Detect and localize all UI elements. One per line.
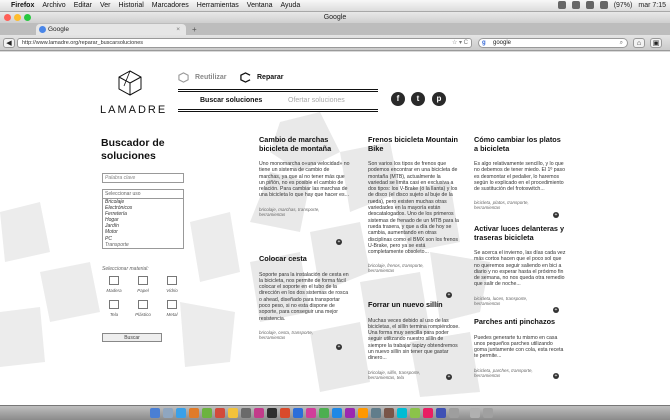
materials-label: Seleccionar material: (102, 266, 149, 272)
nav-rule-bottom (178, 109, 378, 112)
article-tags: bricolaje, frenos, transporte, herramientas (368, 263, 424, 274)
itunes-icon[interactable] (254, 408, 264, 418)
reutilizar-icon (178, 72, 189, 83)
more-button[interactable]: + (447, 292, 451, 298)
article-title[interactable]: Cómo cambiar los platos a bicicleta (474, 135, 561, 153)
tab-ofertar-soluciones[interactable]: Ofertar soluciones (288, 97, 345, 104)
checkbox-tela[interactable] (109, 300, 119, 309)
illustrator-icon[interactable] (280, 408, 290, 418)
article-title[interactable]: Activar luces delanteras y traseras bicicleta (474, 224, 565, 242)
new-tab-button[interactable]: + (192, 25, 197, 34)
article-title[interactable]: Parches anti pinchazos (474, 317, 556, 326)
mode-reparar-label: Reparar (257, 74, 284, 81)
keyword-input[interactable]: Palabra clave (102, 173, 184, 183)
dock (0, 405, 670, 420)
safari-icon[interactable] (176, 408, 186, 418)
search-bar[interactable] (478, 38, 628, 48)
article-luces[interactable] (474, 225, 566, 306)
option-ferreteria[interactable]: Ferretería (105, 211, 127, 218)
option-transporte[interactable]: Transporte (105, 241, 129, 248)
facebook-icon[interactable]: f (391, 92, 405, 106)
more-button[interactable]: + (554, 307, 558, 313)
dropbox-icon[interactable] (558, 1, 566, 9)
menu-historial[interactable]: Historial (118, 2, 144, 9)
menu-button[interactable]: ▣ (650, 38, 662, 48)
close-window-icon[interactable] (4, 14, 11, 21)
article-cambio-marchas[interactable] (259, 136, 351, 217)
app-icon[interactable] (319, 408, 329, 418)
tab-strip (0, 23, 670, 35)
article-tags: bicicleta, luces, transporte, herramientas (474, 295, 528, 306)
reparar-icon (240, 72, 251, 83)
sidebar-title: Buscador de soluciones (101, 137, 165, 162)
indesign-icon[interactable] (306, 408, 316, 418)
more-button[interactable]: + (554, 373, 558, 379)
mode-reparar[interactable] (240, 72, 283, 83)
checkbox-vidrio[interactable] (167, 276, 177, 285)
url-text: http://www.lamadre.org/reparar_buscarsoluciones (22, 40, 144, 46)
window-title: Google (323, 14, 347, 21)
label-papel: Papel (137, 288, 149, 293)
app-icon[interactable] (345, 408, 355, 418)
app-icon[interactable] (436, 408, 446, 418)
article-tags: bicicleta, platos, transporte, herramientas (474, 200, 529, 211)
notes-icon[interactable] (228, 408, 238, 418)
option-bricolaje[interactable]: Bricolaje (105, 199, 125, 205)
messages-icon[interactable] (202, 408, 212, 418)
article-tags: bricolaje, cesta, transporte, herramientas (259, 329, 314, 340)
article-body: Es algo relativamente sencillo, y lo que no debemos de tener miedo. El 1º paso es desmontar el pedalier, lo haremos según lo explicado en el procedimiento de sustitución del frotoswitch... (474, 161, 566, 193)
google-search-icon[interactable]: g (482, 40, 486, 46)
google-favicon-icon (39, 26, 46, 33)
option-motor[interactable]: Motor (105, 229, 118, 236)
use-select[interactable]: Seleccionar uso (102, 189, 184, 199)
article-tags: bricolaje, marchas, transporte, herramientas (259, 206, 320, 217)
option-pc[interactable]: PC (105, 235, 112, 242)
mode-reutilizar-label: Reutilizar (195, 74, 227, 81)
web-page (0, 52, 670, 405)
label-tela: Tela (109, 312, 119, 317)
url-bar[interactable] (17, 38, 472, 48)
minimize-window-icon[interactable] (14, 14, 21, 21)
menu-herramientas[interactable]: Herramientas (196, 2, 239, 9)
firefox-icon[interactable] (189, 408, 199, 418)
wifi-icon[interactable] (572, 1, 580, 9)
window-controls (4, 14, 31, 21)
article-frenos[interactable] (368, 136, 460, 273)
label-vidrio: Vidrio (166, 288, 178, 293)
app-icon[interactable] (423, 408, 433, 418)
window-titlebar (0, 12, 670, 23)
mode-reutilizar[interactable] (178, 72, 227, 83)
article-title[interactable]: Cambio de marchas bicicleta de montaña (259, 135, 332, 153)
photoshop-icon[interactable] (293, 408, 303, 418)
app-icon[interactable] (371, 408, 381, 418)
launchpad-icon[interactable] (163, 408, 173, 418)
pinterest-icon[interactable]: p (432, 92, 446, 106)
nav-toolbar (0, 35, 670, 51)
option-hogar[interactable]: Hogar (105, 217, 119, 224)
article-body: Uno monomarcha o«una velocidad» no tiene un sistema de cambio de marchas, ya que al no tener más que un piñón, no es posible el cambio de relación. Para cambiar las marchas de una bicicleta lo que hay que hacer es... (259, 161, 350, 199)
label-metal: Metal (166, 312, 178, 317)
checkbox-plastico[interactable] (138, 300, 148, 309)
app-icon[interactable] (384, 408, 394, 418)
tab-buscar-soluciones[interactable]: Buscar soluciones (200, 97, 263, 104)
article-colocar-cesta[interactable] (259, 255, 351, 340)
battery-icon[interactable] (600, 1, 608, 9)
twitter-icon[interactable]: t (411, 92, 425, 106)
checkbox-papel[interactable] (138, 276, 148, 285)
close-tab-icon[interactable]: × (176, 26, 180, 33)
option-electronicos[interactable]: Electrónicos (105, 205, 133, 212)
menu-editar[interactable]: Editar (73, 2, 92, 9)
article-body: Se acerca el invierno, las días cada vez más cortos hacen que el poco sol que no queremos seguir saliendo en bici a diario y no esperar hasta el próximo fin de semana, no nos queda otra remedio que salir de noche... (474, 250, 566, 288)
menu-archivo[interactable]: Archivo (42, 2, 66, 9)
zoom-window-icon[interactable] (24, 14, 31, 21)
article-title[interactable]: Colocar cesta (259, 254, 307, 263)
checkbox-metal[interactable] (167, 300, 177, 309)
site-nav (178, 95, 378, 109)
battery-percent: (97%) (613, 1, 633, 9)
lamadre-logo-icon (117, 70, 143, 96)
more-button[interactable]: + (447, 374, 451, 380)
terminal-icon[interactable] (267, 408, 277, 418)
status-area (558, 1, 666, 9)
article-platos[interactable] (474, 136, 566, 210)
article-parches[interactable] (474, 318, 566, 378)
menu-ayuda[interactable]: Ayuda (280, 2, 301, 9)
settings-icon[interactable] (241, 408, 251, 418)
menu-bar (0, 0, 670, 12)
tab-google[interactable] (36, 24, 186, 35)
article-title[interactable]: Forrar un nuevo sillín (368, 300, 443, 309)
app-icon[interactable] (358, 408, 368, 418)
search-icon[interactable]: ⌕ (619, 40, 623, 46)
search-button[interactable]: Buscar (102, 333, 162, 342)
downloads-icon[interactable] (470, 408, 480, 418)
more-button[interactable]: + (554, 212, 558, 218)
article-body: Son varios los tipos de frenos que podemos encontrar en una bicicleta de montaña (MTB), actualmente la variedad se limita casi en exclusiva a dos tipos: los V-Brake (ó la llanta) y los de disco (el disco sujeto al buje de la rueda), pero existen muchas otras variedades en la mayoría están descatalogados. Uno de los primeros sistemas de frenado de un MTB para la rueda trasera, y que a día de hoy se cambia, aumentando en otras disciplinas como el BMX son los frenos U-Brake, pero ya se está completamente obsoleto... (368, 161, 459, 256)
article-tags: bricolaje, sillín, transporte, herramientas, tela (368, 369, 421, 380)
menu-ventana[interactable]: Ventana (246, 2, 273, 9)
url-controls[interactable]: ☆ ▾ C (451, 40, 468, 46)
volume-icon[interactable] (586, 1, 594, 9)
site-logo[interactable] (100, 70, 168, 116)
checkbox-madera[interactable] (109, 276, 119, 285)
more-button[interactable]: + (337, 344, 341, 350)
article-title[interactable]: Frenos bicicleta Mountain Bike (368, 135, 459, 153)
more-button[interactable]: + (337, 239, 341, 245)
menu-marcadores[interactable]: Marcadores (151, 2, 189, 9)
app-icon[interactable] (397, 408, 407, 418)
trash-icon[interactable] (483, 408, 493, 418)
app-icon[interactable] (449, 408, 459, 418)
tab-label: Google (48, 26, 69, 33)
article-body: Puedes generarte tu mismo en casa unos pequeños parches utilizando goma juntamente con cola, esta receta te permite... (474, 334, 564, 360)
label-plastico: Plástico (135, 312, 151, 317)
menu-ver[interactable]: Ver (99, 2, 111, 9)
home-button[interactable]: ⌂ (633, 38, 645, 48)
article-body: Soporte para la instalación de cesta en la bicicleta, nos permite de forma fácil colocar el soporte en el tubo de la dirección en los dos sistemas de rosca o ahead, diseñado para transportar poco peso, si no esta dispone de soporte, para conseguir una mejor resistencia. (259, 271, 349, 322)
app-icon[interactable] (410, 408, 420, 418)
use-options-list (102, 199, 184, 249)
option-jardin[interactable]: Jardín (105, 223, 119, 230)
back-button[interactable]: ◀ (3, 38, 15, 48)
brand-name: LAMADRE (100, 104, 168, 116)
finder-icon[interactable] (150, 408, 160, 418)
article-body: Muchas veces debido al uso de las bicicletas, el sillín termina rompiéndose. Una forma muy sencilla para poder seguir utilizando nuestro sillín de siempre la trabajar tapizy obtendremos un nuevo sillín sin tener que gastar dinero... (368, 317, 460, 362)
menu-app[interactable]: Firefox (11, 2, 35, 9)
app-icon[interactable] (332, 408, 342, 418)
label-madera: Madera (106, 288, 122, 293)
article-forrar-sillin[interactable] (368, 301, 460, 380)
clock[interactable]: mar 7:15 (638, 1, 666, 9)
calendar-icon[interactable] (215, 408, 225, 418)
article-tags: bicicleta, parches, transporte, herramientas (474, 367, 533, 378)
search-text: google (493, 40, 512, 46)
nav-rule-top (178, 89, 378, 92)
